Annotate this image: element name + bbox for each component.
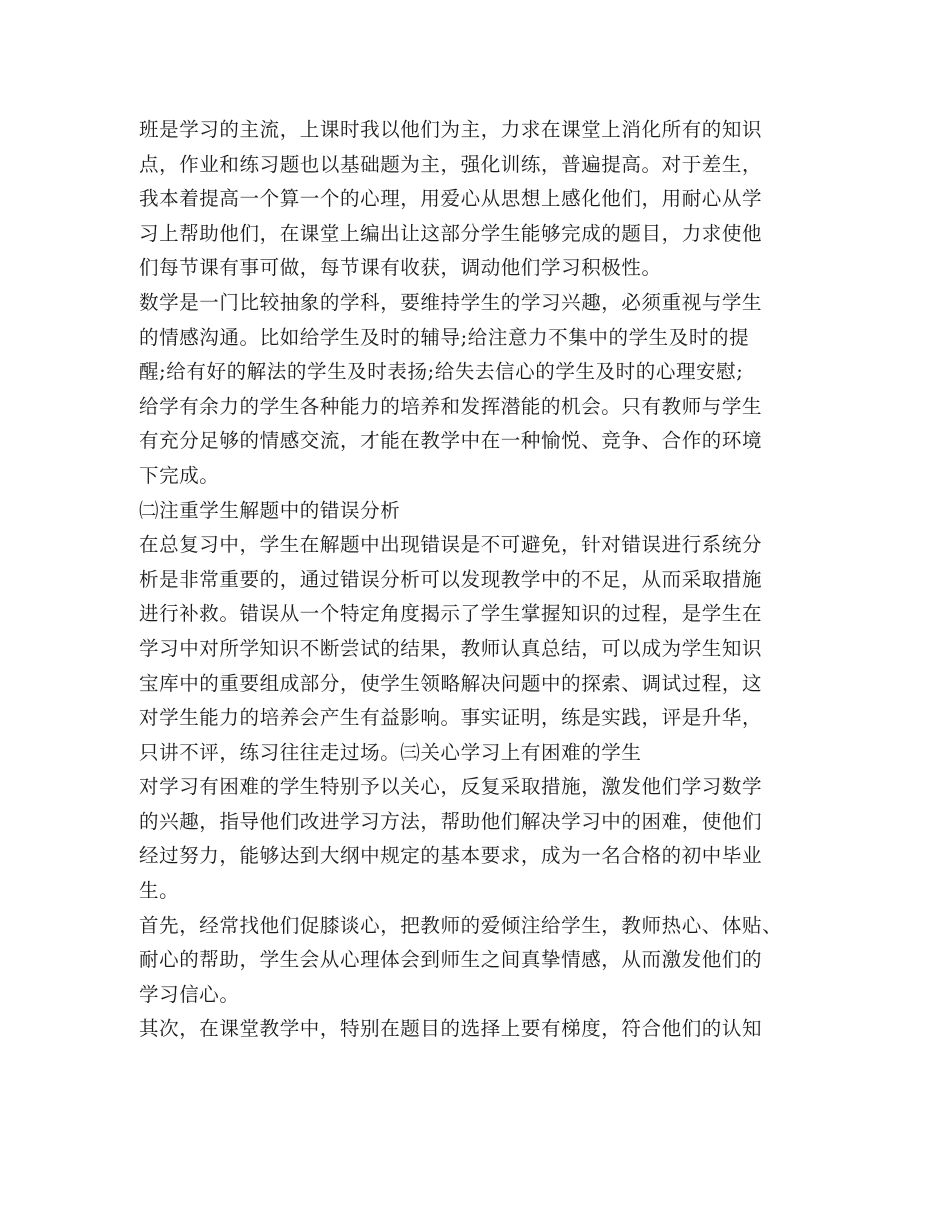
text-line: 宝库中的重要组成部分，使学生领略解决问题中的探索、调试过程，这 (139, 671, 763, 695)
text-line: 只讲不评，练习往往走过场。㈢关心学习上有困难的学生 (139, 740, 642, 764)
text-line: 习上帮助他们，在课堂上编出让这部分学生能够完成的题目，力求使他 (139, 221, 763, 245)
text-line: 学习信心。 (139, 982, 240, 1006)
text-line: 首先，经常找他们促膝谈心，把教师的爱倾注给学生，教师热心、体贴、 (139, 913, 783, 937)
text-line: 的情感沟通。比如给学生及时的辅导;给注意力不集中的学生及时的提 (139, 325, 750, 349)
text-line: 对学生能力的培养会产生有益影响。事实证明，练是实践，评是升华， (139, 706, 763, 730)
text-line: 其次，在课堂教学中，特别在题目的选择上要有梯度，符合他们的认知 (139, 1017, 763, 1041)
text-line: 经过努力，能够达到大纲中规定的基本要求，成为一名合格的初中毕业 (139, 844, 763, 868)
text-line: 在总复习中，学生在解题中出现错误是不可避免，针对错误进行系统分 (139, 533, 763, 557)
text-line: 们每节课有事可做，每节课有收获，调动他们学习积极性。 (139, 256, 662, 280)
text-line: 给学有余力的学生各种能力的培养和发挥潜能的机会。只有教师与学生 (139, 394, 763, 418)
text-line: 生。 (139, 879, 180, 903)
text-line: 进行补救。错误从一个特定角度揭示了学生掌握知识的过程，是学生在 (139, 602, 763, 626)
text-line: 数学是一门比较抽象的学科，要维持学生的学习兴趣，必须重视与学生 (139, 290, 763, 314)
text-line: 有充分足够的情感交流，才能在教学中在一种愉悦、竞争、合作的环境 (139, 429, 763, 453)
text-line: 班是学习的主流，上课时我以他们为主，力求在课堂上消化所有的知识 (139, 118, 763, 141)
text-line: 我本着提高一个算一个的心理，用爱心从思想上感化他们，用耐心从学 (139, 187, 763, 211)
body-text (139, 113, 829, 1047)
section-heading: ㈡注重学生解题中的错误分析 (139, 498, 401, 522)
text-line: 耐心的帮助，学生会从心理体会到师生之间真挚情感，从而激发他们的 (139, 948, 763, 972)
text-line: 下完成。 (139, 463, 220, 487)
text-line: 析是非常重要的，通过错误分析可以发现教学中的不足，从而采取措施 (139, 567, 763, 591)
text-line: 点，作业和练习题也以基础题为主，强化训练，普遍提高。对于差生， (139, 152, 763, 176)
text-line: 学习中对所学知识不断尝试的结果，教师认真总结，可以成为学生知识 (139, 636, 763, 660)
text-line: 的兴趣，指导他们改进学习方法，帮助他们解决学习中的困难，使他们 (139, 809, 763, 833)
text-line: 醒;给有好的解法的学生及时表扬;给失去信心的学生及时的心理安慰; (139, 360, 744, 384)
text-line: 对学习有困难的学生特别予以关心，反复采取措施，激发他们学习数学 (139, 775, 763, 799)
